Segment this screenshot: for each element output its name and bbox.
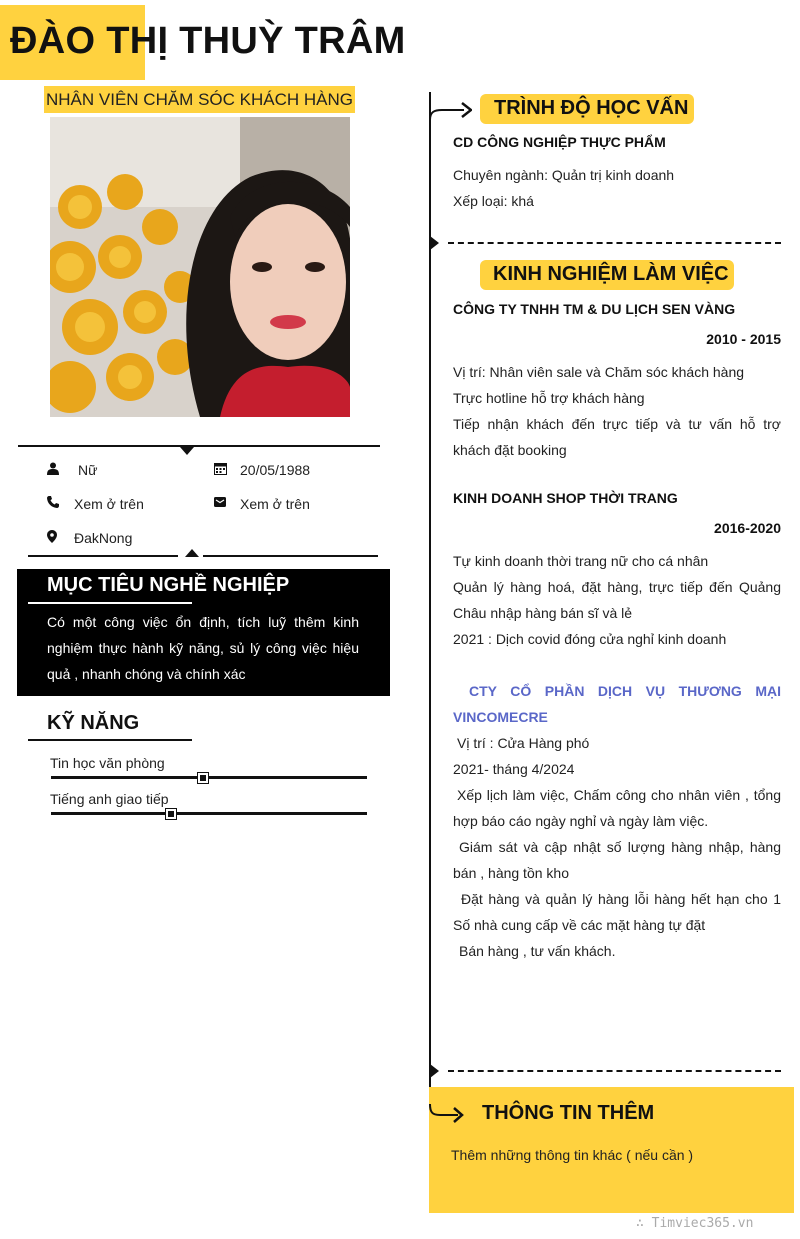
job-line: Giám sát và cập nhật số lượng hàng nhập, hàng bán , hàng tồn kho [453, 839, 781, 881]
logo-dots-icon: ∴ [636, 1216, 652, 1231]
education-school: CD CÔNG NGHIỆP THỰC PHẨM [453, 134, 666, 150]
job-years: 2016-2020 [714, 520, 781, 536]
job-line: 2021 : Dịch covid đóng cửa nghỉ kinh doanh [453, 631, 727, 647]
education-title: TRÌNH ĐỘ HỌC VẤN [494, 97, 689, 119]
section-arrow-icon [428, 1102, 464, 1126]
section-marker-icon [430, 1064, 439, 1078]
job-years: 2010 - 2015 [706, 331, 781, 347]
email-value: Xem ở trên [240, 496, 310, 512]
skill-level-knob [166, 809, 176, 819]
skill-bar [51, 776, 367, 779]
timeline-line [429, 92, 431, 1212]
calendar-icon [213, 461, 227, 475]
phone-value: Xem ở trên [74, 496, 144, 512]
job-line: Tự kinh doanh thời trang nữ cho cá nhân [453, 553, 709, 569]
phone-icon [46, 495, 60, 509]
job-line: Xếp lịch làm việc, Chấm công cho nhân viên , tổng hợp báo cáo ngày nghỉ và ngày làm việc. [453, 787, 781, 829]
portrait-photo-icon [50, 117, 350, 417]
section-arrow-icon [428, 100, 472, 122]
job-line: Bán hàng , tư vấn khách. [459, 943, 616, 959]
extra-info-title: THÔNG TIN THÊM [482, 1102, 655, 1124]
user-icon [46, 461, 60, 475]
job-line: Vị trí: Nhân viên sale và Chăm sóc khách hàng [453, 364, 745, 380]
job-line: Vị trí : Cửa Hàng phó [457, 735, 590, 751]
job-line: Quản lý hàng hoá, đặt hàng, trực tiếp đến Quảng Châu nhập hàng bán sĩ và lẻ [453, 579, 781, 621]
job-line: Đặt hàng và quản lý hàng lỗi hàng hết hạn cho 1 Số nhà cung cấp về các mặt hàng tự đặt [453, 891, 781, 933]
career-goal-underline [28, 602, 192, 604]
address-value: ĐakNong [74, 530, 133, 546]
info-bottom-divider-right [203, 555, 378, 557]
watermark-text: Timviec365.vn [651, 1216, 754, 1231]
gender-value: Nữ [78, 462, 98, 478]
birthday-value: 20/05/1988 [240, 462, 311, 478]
skills-underline [28, 739, 192, 741]
skill-label: Tiếng anh giao tiếp [50, 791, 169, 807]
extra-info-text[interactable]: Thêm những thông tin khác ( nếu cần ) [451, 1147, 694, 1163]
skill-level-knob [198, 773, 208, 783]
info-top-divider [18, 445, 380, 447]
job-company: CÔNG TY TNHH TM & DU LỊCH SEN VÀNG [453, 301, 736, 317]
job-line: 2021- tháng 4/2024 [453, 761, 575, 777]
career-goal-title: MỤC TIÊU NGHỀ NGHIỆP [47, 574, 290, 596]
email-icon [213, 495, 227, 509]
section-divider [448, 1070, 781, 1072]
skill-label: Tin học văn phòng [50, 755, 165, 771]
job-title: NHÂN VIÊN CHĂM SÓC KHÁCH HÀNG [44, 86, 355, 113]
candidate-name: ĐÀO THỊ THUỲ TRÂM [10, 20, 406, 62]
experience-title: KINH NGHIỆM LÀM VIỆC [493, 263, 729, 285]
career-goal-text: Có một công việc ổn định, tích luỹ thêm kinh nghiệm thực hành kỹ năng, sủ lý công việc hiệu quả , nhanh chóng và chính xác [47, 614, 359, 682]
divider-arrow-up-icon [185, 549, 199, 557]
info-bottom-divider-left [28, 555, 178, 557]
section-marker-icon [430, 236, 439, 250]
section-divider [448, 242, 781, 244]
education-major: Chuyên ngành: Quản trị kinh doanh [453, 167, 675, 183]
skills-title: KỸ NĂNG [47, 712, 140, 734]
profile-photo [50, 117, 350, 417]
job-line: Trực hotline hỗ trợ khách hàng [453, 390, 645, 406]
job-line: Tiếp nhận khách đến trực tiếp và tư vấn hỗ trợ khách đặt booking [453, 416, 781, 458]
watermark [636, 1216, 753, 1231]
map-marker-icon [45, 529, 59, 543]
job-company-link[interactable]: CTY CỔ PHẦN DỊCH VỤ THƯƠNG MẠI VINCOMECRE [453, 683, 781, 725]
job-company: KINH DOANH SHOP THỜI TRANG [453, 490, 678, 506]
education-grade: Xếp loại: khá [453, 193, 534, 209]
divider-arrow-down-icon [180, 447, 194, 455]
skill-bar [51, 812, 367, 815]
